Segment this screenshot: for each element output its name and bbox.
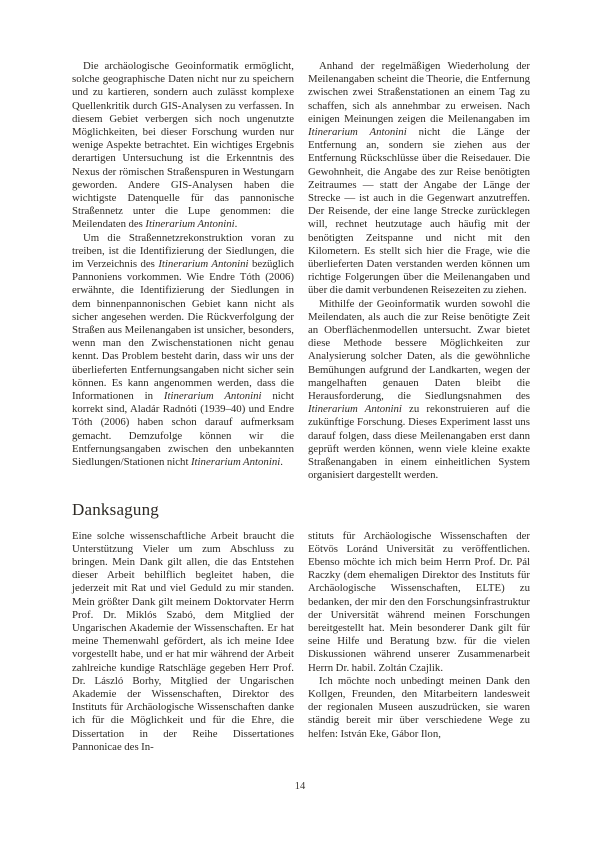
body-text: Mithilfe der Geoinformatik wurden sowohl die Meilendaten, als auch die zur Reise benötigte Zeit an Oberflächenmodellen untersucht. Zwar bietet diese Methode bessere Möglichkeiten zur Analysierung solcher Daten, als die gewöhnliche Bemühungen aufgrund der Landkarten, wegen der mangelhaften genauen Daten bleibt die Herausforderung, die Siedlungsnahmen des [308,297,530,403]
body-text: nicht korrekt sind, Aladár Radnóti (1939–40) und Endre Tóth (2006) haben schon darauf aufmerksam gemacht. Demzufolge können wir die Entfernungsangaben zwischen den unbekannten Siedlungen/Stationen nicht [72,390,294,469]
paragraph [72,232,294,470]
italic-text: Itinerarium Antonini [308,403,402,416]
body-text: Die archäologische Geoinformatik ermöglicht, solche geographische Daten nicht nur zu speichern und zu kartieren, sondern auch zulässt komplexe Quellenkritik durch GIS-Analysen zu verfassen. In diesem Gebiet verbergen sich noch ungenutzte Möglichkeiten, bei dieser Forschung wurden nur wenige Aspekte betrachtet. Ein wichtiges Ergebnis derartigen Untersuchung ist die Erkenntnis des Nexus der römischen Straßenspuren in Westungarn geworden. Andere GIS-Analysen haben die wichtigste Datenquelle für das pannonische Straßennetz unter die Lupe genommen: die Meilendaten des [72,60,294,231]
acknowledgments-section [72,530,530,754]
body-text: . [234,218,238,231]
page-content [72,60,530,754]
body-text: zu rekonstruieren auf die zukünftige Forschung. Dieses Experiment lasst uns darauf folgen, dass diese Meilenangaben erst dann geprüft werden können, wenn viele kleine exakte Straßenangaben in einem einheitlichen System organisiert dargestellt werden. [308,403,530,482]
body-text: Ich möchte noch unbedingt meinen Dank den Kollgen, Freunden, den Mitarbeitern landesweit der regionalen Museen auszudrücken, sie waren ständig bereit mir über verschiedene Wege zu helfen: István Eke, Gábor Ilon, [308,674,530,740]
body-text: nicht die Länge der Entfernung an, sondern sie ziehen aus der Entfernung Rückschlüsse über die Reisedauer. Die Gewohnheit, die Angabe des zur Reise benötigten Zeitraumes — statt der Angabe der Länge der Strecke — ist auch in die Gegenwart anzutreffen. Der Reisende, der eine lange Strecke zurücklegen will, rechnet heutzutage auch häufig mit der benötigten Zeitspanne und nicht mit den Kilometern. Es stellt sich hier die Frage, wie die überlieferten Daten verstanden werden können um richtige Folgerungen über die Meilenangaben und über die damit verbundenen Reisezeiten zu ziehen. [308,126,530,297]
intro-section [72,60,530,483]
acknowledgments-right-column [308,530,530,754]
intro-left-column [72,60,294,483]
body-text: Um die Straßennetzrekonstruktion voran zu treiben, ist die Identifizierung der Siedlungen, die im Verzeichnis des [72,231,294,271]
paragraph [308,675,530,741]
italic-text: Itinerarium Antonini [308,126,407,139]
italic-text: Itinerarium Antonini [145,218,235,231]
body-text: stituts für Archäologische Wissenschaften der Eötvös Loránd Universität zu veröffentlichen. Ebenso möchte ich mich beim Herrn Prof. Dr. Pál Raczky (dem ehemaligen Direktor des Instituts für Archäologische Wissenschaften, ELTE) zu bedanken, der mir den den Forschungsinfrastruktur der Universität während meinen Forschungen bereitgestellt hat. Mein besonderer Dank gilt für seine Hilfe und Beratung bzw. für die vielen Diskussionen während unserer Zusammenarbeit Herrn Dr. habil. Zoltán Czajlik. [308,529,530,674]
italic-text: Itinerarium Antonini [190,456,281,469]
paragraph [72,530,294,754]
paragraph [72,60,294,232]
acknowledgments-heading: Danksagung [72,499,159,519]
italic-text: Itinerarium Antonini [158,258,249,271]
body-text: Eine solche wissenschaftliche Arbeit braucht die Unterstützung Vieler um zum Abschluss zu bringen. Mein Dank gilt allen, die das Entstehen dieser Arbeit behilflich begleitet haben, die jederzeit mit Rat und viel Geduld zu mir standen. Mein größter Dank gilt meinem Doktorvater Herrn Prof. Dr. Miklós Szabó, dem Mitglied der Ungarischen Akademie der Wissenschaften. Er hat meine Themenwahl gefördert, als ich meine Idee vorgestellt habe, und er hat mir während der Arbeit zahlreiche kundige Ratschläge gegeben Herr Prof. Dr. László Borhy, Mitglied der Ungarischen Akademie der Wissenschaften, Direktor des Instituts für Archäologische Wissenschaften danke ich für die Möglichkeit und für die Ehre, die Dissertation in der Reihe Dissertationes Pannonicae des In- [72,529,294,753]
paragraph [308,530,530,675]
acknowledgments-left-column [72,530,294,754]
body-text: Anhand der regelmäßigen Wiederholung der Meilenangaben scheint die Theorie, die Entfernung zwischen zwei Straßenstationen an einem Tag zu schaffen, sich als annehmbar zu erweisen. Nach einigen Meinungen zeigen die Meilenangaben im [308,60,530,125]
paragraph [308,60,530,298]
page-number: 14 [294,781,306,792]
body-text: . [280,456,283,469]
paragraph [308,298,530,483]
body-text: bezüglich Pannoniens vorkommen. Wie Endre Tóth (2006) erwähnte, die Identifizierung der Siedlungen in dem binnenpannonischen Gebiet kann nicht als sicher angesehen werden. Die Rückverfolgung der Straßen aus Meilenangaben ist unsicher, besonders, wenn man den Zwischenstationen nicht genau kennt. Das Problem besteht darin, dass wir uns der überlieferten Entfernungsangaben nicht sicher sein können. Es kann angenommen werden, dass die Informationen in [72,258,294,403]
italic-text: Itinerarium Antonini [163,390,262,403]
intro-right-column [308,60,530,483]
